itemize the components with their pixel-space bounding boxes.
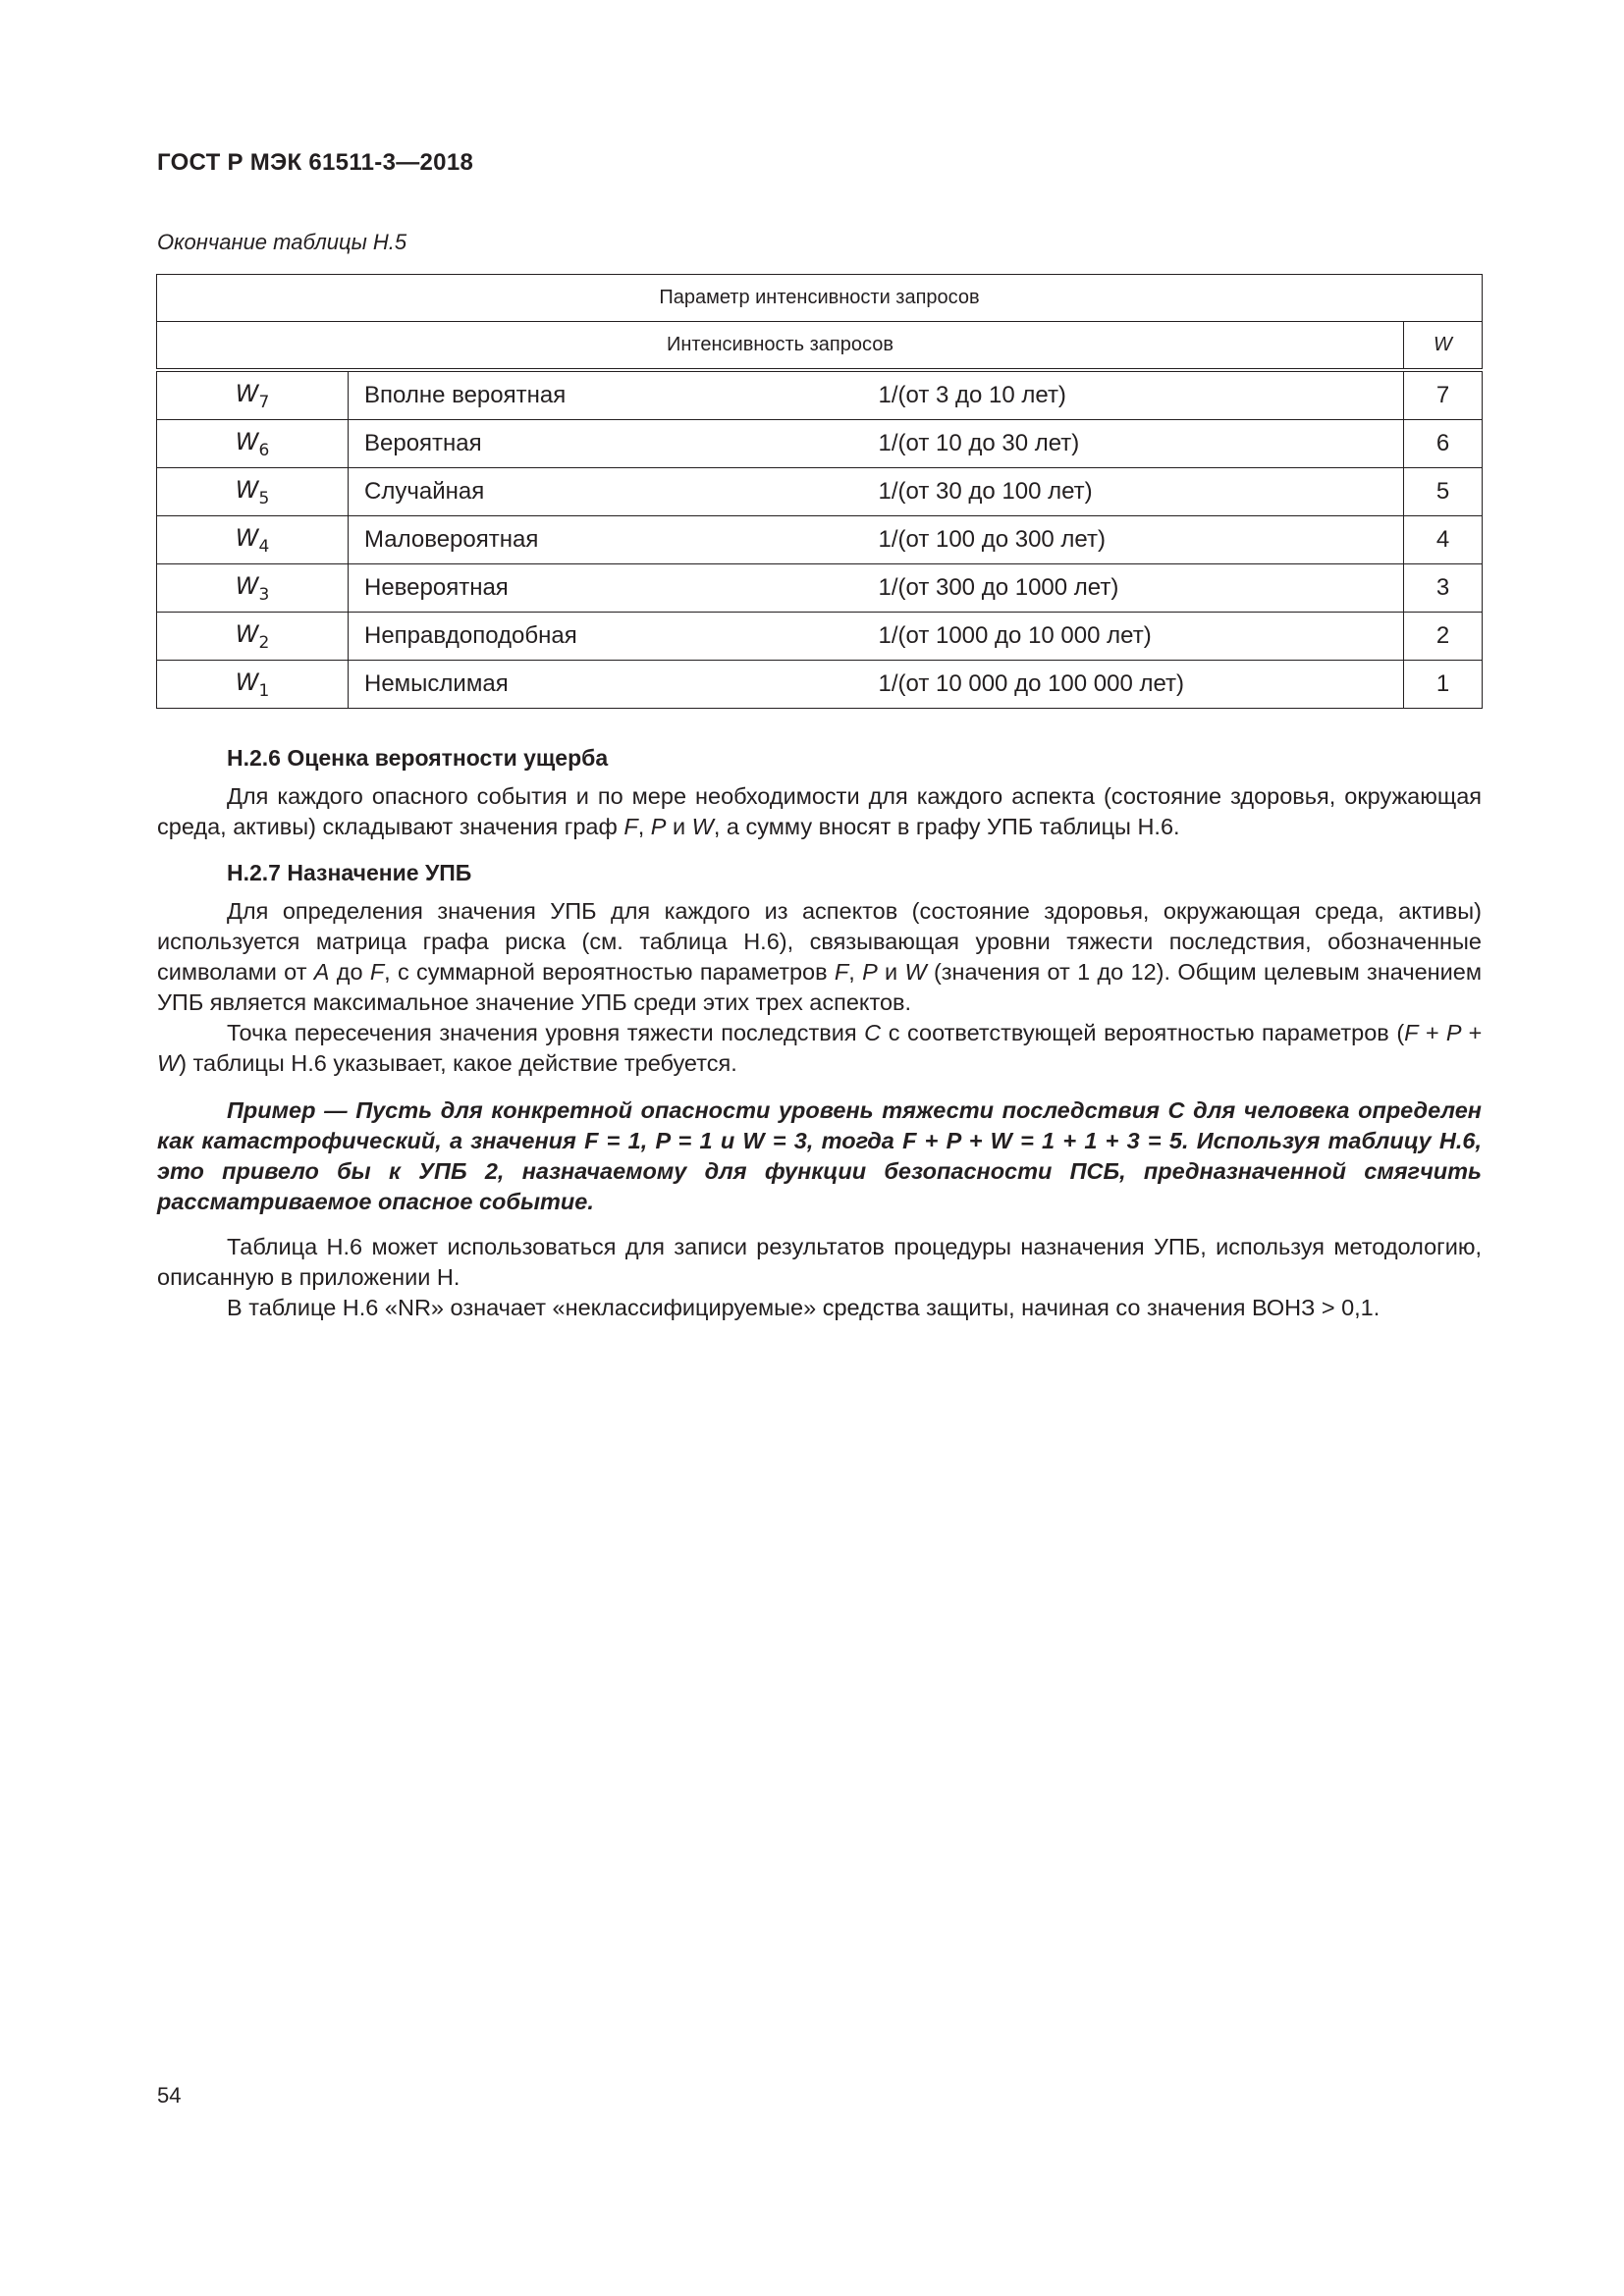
- row-symbol: $W_6$: [157, 420, 349, 468]
- row-frequency: 1/(от 3 до 10 лет): [874, 370, 1404, 420]
- row-w-value: 3: [1404, 564, 1483, 613]
- demand-rate-table: [156, 274, 1483, 709]
- table-row: [157, 468, 1483, 516]
- row-name: Неправдоподобная: [349, 613, 874, 661]
- row-frequency: 1/(от 300 до 1000 лет): [874, 564, 1404, 613]
- row-symbol: $W_7$: [157, 370, 349, 420]
- w-column-header: W: [1404, 322, 1483, 371]
- table-row: [157, 613, 1483, 661]
- table-row: [157, 516, 1483, 564]
- table-subheader: Интенсивность запросов: [157, 322, 1404, 371]
- page-number: 54: [157, 2083, 182, 2108]
- row-w-value: 1: [1404, 661, 1483, 709]
- row-name: Случайная: [349, 468, 874, 516]
- section-title-h26: Н.2.6 Оценка вероятности ущерба: [227, 745, 609, 771]
- row-symbol: $W_1$: [157, 661, 349, 709]
- row-symbol: $W_4$: [157, 516, 349, 564]
- row-frequency: 1/(от 1000 до 10 000 лет): [874, 613, 1404, 661]
- paragraph-h27-4: В таблице Н.6 «NR» означает «неклассифицируемые» средства защиты, начиная со значения ВОНЗ > 0,1.: [227, 1295, 1380, 1320]
- row-name: Маловероятная: [349, 516, 874, 564]
- paragraph-h27-1: Для определения значения УПБ для каждого из аспектов (состояние здоровья, окружающая среда, активы) используется матрица графа риска (см. таблица Н.6), связывающая уровни тяжести последствия, обозначенные символами от A до F, с суммарной вероятностью параметров F, P и W (значения от 1 до 12). Общим целевым значением УПБ является максимальное значение УПБ среди этих трех аспектов.: [157, 898, 1483, 1015]
- document-header: ГОСТ Р МЭК 61511-3—2018: [157, 149, 474, 176]
- row-frequency: 1/(от 10 000 до 100 000 лет): [874, 661, 1404, 709]
- row-w-value: 2: [1404, 613, 1483, 661]
- table-title: Параметр интенсивности запросов: [157, 275, 1483, 322]
- row-name: Невероятная: [349, 564, 874, 613]
- row-frequency: 1/(от 30 до 100 лет): [874, 468, 1404, 516]
- table-row: [157, 661, 1483, 709]
- example-paragraph: Пример — Пусть для конкретной опасности уровень тяжести последствия С для человека определен как катастрофический, а значения F = 1, P = 1 и W = 3, тогда F + P + W = 1 + 1 + 3 = 5. Используя таблицу Н.6, это привело бы к УПБ 2, назначаемому для функции безопасности ПСБ, предназначенной смягчить рассматриваемое опасное событие.: [157, 1097, 1482, 1214]
- table-row: [157, 370, 1483, 420]
- paragraph-h27-2: Точка пересечения значения уровня тяжести последствия C с соответствующей вероятностью параметров (F + P + W) таблицы Н.6 указывает, какое действие требуется.: [157, 1020, 1482, 1076]
- paragraph-h26: Для каждого опасного события и по мере необходимости для каждого аспекта (состояние здоровья, окружающая среда, активы) складывают значения граф F, P и W, а сумму вносят в графу УПБ таблицы Н.6.: [157, 783, 1482, 839]
- row-symbol: $W_3$: [157, 564, 349, 613]
- table-row: [157, 420, 1483, 468]
- row-frequency: 1/(от 100 до 300 лет): [874, 516, 1404, 564]
- paragraph-h27-3: Таблица Н.6 может использоваться для записи результатов процедуры назначения УПБ, используя методологию, описанную в приложении Н.: [157, 1234, 1482, 1290]
- row-w-value: 4: [1404, 516, 1483, 564]
- row-name: Вероятная: [349, 420, 874, 468]
- row-symbol: $W_5$: [157, 468, 349, 516]
- row-name: Немыслимая: [349, 661, 874, 709]
- row-name: Вполне вероятная: [349, 370, 874, 420]
- row-w-value: 6: [1404, 420, 1483, 468]
- row-w-value: 7: [1404, 370, 1483, 420]
- table-row: [157, 564, 1483, 613]
- row-frequency: 1/(от 10 до 30 лет): [874, 420, 1404, 468]
- section-title-h27: Н.2.7 Назначение УПБ: [227, 860, 472, 885]
- row-w-value: 5: [1404, 468, 1483, 516]
- table-caption: Окончание таблицы Н.5: [157, 230, 407, 254]
- row-symbol: $W_2$: [157, 613, 349, 661]
